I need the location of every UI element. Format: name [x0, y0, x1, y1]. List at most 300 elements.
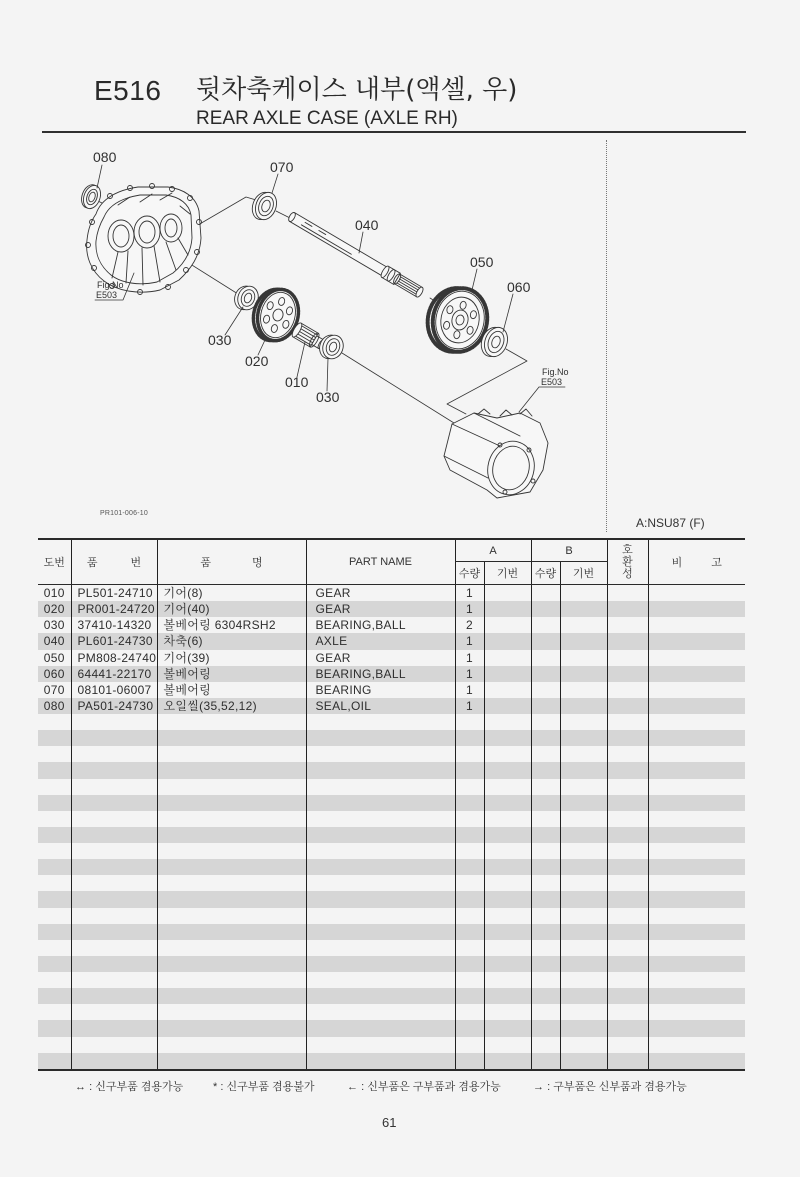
- cell-part-no: [71, 859, 157, 875]
- cell-a-qty: 1: [455, 633, 484, 649]
- cell-remarks: [648, 1020, 745, 1036]
- cell-a-qty: 1: [455, 650, 484, 666]
- cell-interchangeability: [607, 1037, 648, 1053]
- cell-b-serial: [560, 746, 607, 762]
- leader-010: [297, 342, 305, 377]
- cell-b-qty: [531, 1020, 560, 1036]
- cell-remarks: [648, 585, 745, 602]
- cell-b-qty: [531, 698, 560, 714]
- table-row: [38, 633, 745, 649]
- cell-part-name-korean: 차축(6): [157, 633, 306, 649]
- cell-a-serial: [484, 682, 531, 698]
- table-row-empty: [38, 779, 745, 795]
- cell-part-name-english: [306, 972, 455, 988]
- callout-label-030-lower: 030: [316, 389, 340, 405]
- header-interchangeability-label: 호환성: [622, 544, 633, 580]
- cell-part-name-english: [306, 843, 455, 859]
- table-row: [38, 585, 745, 602]
- cell-ref-no: [38, 762, 71, 778]
- table-row-empty: [38, 1037, 745, 1053]
- cell-remarks: [648, 891, 745, 907]
- cell-part-name-english: [306, 1053, 455, 1070]
- cell-a-serial: [484, 972, 531, 988]
- cell-a-qty: [455, 1037, 484, 1053]
- page-title-english: REAR AXLE CASE (AXLE RH): [196, 108, 458, 129]
- cell-part-name-korean: 기어(40): [157, 601, 306, 617]
- cell-ref-no: [38, 972, 71, 988]
- left-axle-case-drawing: [86, 184, 202, 295]
- cell-ref-no: 080: [38, 698, 71, 714]
- legend-item-old-replaces-new: [533, 1078, 687, 1094]
- cell-a-serial: [484, 795, 531, 811]
- cell-b-qty: [531, 617, 560, 633]
- cell-part-name-english: SEAL,OIL: [306, 698, 455, 714]
- cell-b-qty: [531, 859, 560, 875]
- cell-a-serial: [484, 762, 531, 778]
- cell-b-qty: [531, 972, 560, 988]
- cell-part-no: [71, 908, 157, 924]
- cell-interchangeability: [607, 1004, 648, 1020]
- cell-part-name-english: [306, 956, 455, 972]
- cell-part-name-english: BEARING,BALL: [306, 617, 455, 633]
- cell-part-name-english: [306, 714, 455, 730]
- cell-b-qty: [531, 1037, 560, 1053]
- cell-remarks: [648, 875, 745, 891]
- cell-part-no: [71, 924, 157, 940]
- cell-a-qty: [455, 859, 484, 875]
- cell-part-no: [71, 795, 157, 811]
- cell-b-qty: [531, 714, 560, 730]
- cell-remarks: [648, 698, 745, 714]
- cell-interchangeability: [607, 843, 648, 859]
- legend-text: 구부품은 신부품과 겸용가능: [553, 1081, 687, 1093]
- cell-interchangeability: [607, 924, 648, 940]
- cell-ref-no: 060: [38, 666, 71, 682]
- cell-ref-no: [38, 924, 71, 940]
- cell-part-name-english: [306, 875, 455, 891]
- table-row-empty: [38, 972, 745, 988]
- cell-remarks: [648, 843, 745, 859]
- cell-b-qty: [531, 746, 560, 762]
- cell-part-name-korean: [157, 924, 306, 940]
- cell-interchangeability: [607, 779, 648, 795]
- cell-b-qty: [531, 924, 560, 940]
- cell-part-no: [71, 1037, 157, 1053]
- cell-a-serial: [484, 908, 531, 924]
- cell-part-name-korean: [157, 714, 306, 730]
- figref-right-ref: E503: [541, 377, 563, 387]
- callout-label-080: 080: [93, 149, 117, 165]
- cell-interchangeability: [607, 730, 648, 746]
- cell-interchangeability: [607, 940, 648, 956]
- table-row-empty: [38, 827, 745, 843]
- cell-ref-no: 040: [38, 633, 71, 649]
- cell-remarks: [648, 779, 745, 795]
- header-a-qty: 수량: [455, 562, 484, 585]
- cell-part-name-korean: 볼베어링: [157, 682, 306, 698]
- cell-b-serial: [560, 795, 607, 811]
- cell-a-qty: 1: [455, 682, 484, 698]
- page-number: 61: [382, 1115, 397, 1130]
- cell-part-no: [71, 972, 157, 988]
- cell-a-qty: [455, 1053, 484, 1070]
- header-group-a: A: [455, 539, 531, 562]
- cell-interchangeability: [607, 650, 648, 666]
- cell-b-serial: [560, 924, 607, 940]
- cell-part-name-korean: [157, 875, 306, 891]
- cell-interchangeability: [607, 972, 648, 988]
- cell-interchangeability: [607, 617, 648, 633]
- cell-a-qty: 2: [455, 617, 484, 633]
- cell-b-serial: [560, 714, 607, 730]
- cell-a-qty: [455, 956, 484, 972]
- cell-a-qty: [455, 1004, 484, 1020]
- cell-part-name-korean: [157, 779, 306, 795]
- table-row-empty: [38, 795, 745, 811]
- cell-remarks: [648, 650, 745, 666]
- cell-b-qty: [531, 601, 560, 617]
- cell-remarks: [648, 617, 745, 633]
- cell-b-serial: [560, 650, 607, 666]
- cell-part-no: [71, 779, 157, 795]
- cell-ref-no: [38, 875, 71, 891]
- leader-030-upper: [225, 307, 243, 335]
- cell-interchangeability: [607, 633, 648, 649]
- leader-060: [503, 294, 513, 332]
- legend-separator: :: [220, 1081, 224, 1093]
- cell-b-qty: [531, 908, 560, 924]
- cell-part-name-english: BEARING: [306, 682, 455, 698]
- cell-ref-no: [38, 746, 71, 762]
- right-axle-case-drawing: [444, 409, 548, 500]
- cell-a-qty: [455, 730, 484, 746]
- cell-part-no: 08101-06007: [71, 682, 157, 698]
- cell-part-name-english: [306, 988, 455, 1004]
- cell-a-serial: [484, 650, 531, 666]
- cell-part-no: [71, 762, 157, 778]
- cell-ref-no: [38, 908, 71, 924]
- bearing-030-lower-drawing: [316, 331, 346, 362]
- cell-ref-no: [38, 795, 71, 811]
- header-interchangeability: [607, 539, 648, 585]
- legend-separator: :: [361, 1081, 365, 1093]
- cell-a-serial: [484, 811, 531, 827]
- cell-b-serial: [560, 601, 607, 617]
- cell-b-qty: [531, 730, 560, 746]
- cell-a-qty: [455, 908, 484, 924]
- legend-item-not-interchangeable: [213, 1078, 315, 1094]
- cell-b-serial: [560, 908, 607, 924]
- cell-b-serial: [560, 875, 607, 891]
- parts-table-header: [38, 539, 745, 585]
- cell-b-qty: [531, 1053, 560, 1070]
- cell-b-serial: [560, 698, 607, 714]
- cell-part-name-korean: [157, 891, 306, 907]
- cell-interchangeability: [607, 988, 648, 1004]
- cell-interchangeability: [607, 666, 648, 682]
- cell-remarks: [648, 714, 745, 730]
- cell-b-qty: [531, 633, 560, 649]
- cell-remarks: [648, 972, 745, 988]
- cell-remarks: [648, 1037, 745, 1053]
- cell-a-serial: [484, 730, 531, 746]
- cell-remarks: [648, 601, 745, 617]
- cell-a-qty: [455, 1020, 484, 1036]
- cell-part-name-korean: [157, 940, 306, 956]
- cell-a-serial: [484, 746, 531, 762]
- cell-b-serial: [560, 827, 607, 843]
- cell-part-name-korean: [157, 908, 306, 924]
- leader-070: [272, 174, 278, 193]
- header-row-1: [38, 539, 745, 562]
- cell-part-name-korean: [157, 746, 306, 762]
- table-row: [38, 666, 745, 682]
- exploded-parts-diagram: [0, 0, 800, 540]
- cell-remarks: [648, 682, 745, 698]
- cell-ref-no: 010: [43, 586, 65, 601]
- cell-b-qty: [531, 956, 560, 972]
- cell-b-serial: [560, 891, 607, 907]
- cell-part-name-korean: [157, 1004, 306, 1020]
- cell-a-qty: 1: [455, 698, 484, 714]
- leader-050: [472, 269, 477, 290]
- cell-remarks: [648, 988, 745, 1004]
- table-row-empty: [38, 1053, 745, 1070]
- header-part-no: 품 번: [71, 539, 157, 585]
- cell-a-serial: [484, 617, 531, 633]
- legend-symbol-asterisk-icon: *: [213, 1081, 218, 1093]
- cell-b-serial: [560, 956, 607, 972]
- cell-b-serial: [560, 972, 607, 988]
- cell-ref-no: [38, 827, 71, 843]
- header-group-b: B: [531, 539, 607, 562]
- callout-label-020: 020: [245, 353, 269, 369]
- callout-label-030-upper: 030: [208, 332, 232, 348]
- cell-b-serial: [560, 940, 607, 956]
- leader-080: [97, 165, 102, 188]
- cell-ref-no: 020: [38, 601, 71, 617]
- cell-b-serial: [560, 779, 607, 795]
- cell-a-qty: [455, 827, 484, 843]
- legend-separator: :: [89, 1081, 93, 1093]
- table-row-empty: [38, 908, 745, 924]
- section-code: E516: [94, 75, 162, 106]
- cell-remarks: [648, 746, 745, 762]
- legend-symbol-both-way-arrow-icon: ↔: [75, 1081, 86, 1093]
- cell-a-qty: 1: [455, 601, 484, 617]
- cell-a-serial: [484, 956, 531, 972]
- cell-ref-no: 030: [43, 618, 65, 633]
- cell-remarks: [648, 811, 745, 827]
- cell-b-qty: [531, 650, 560, 666]
- cell-part-name-english: [306, 1004, 455, 1020]
- cell-a-serial: [484, 779, 531, 795]
- table-row-empty: [38, 714, 745, 730]
- cell-a-qty: [455, 924, 484, 940]
- table-row-empty: [38, 924, 745, 940]
- cell-ref-no: [38, 1037, 71, 1053]
- cell-part-no: [71, 714, 157, 730]
- cell-interchangeability: [607, 1053, 648, 1070]
- cell-b-serial: [560, 762, 607, 778]
- legend-text: 신구부품 겸용불가: [226, 1081, 315, 1093]
- cell-part-name-korean: [157, 859, 306, 875]
- table-row-empty: [38, 1004, 745, 1020]
- cell-part-name-english: GEAR: [306, 650, 455, 666]
- cell-ref-no: [38, 1053, 71, 1070]
- table-row-empty: [38, 843, 745, 859]
- callout-label-010: 010: [285, 374, 309, 390]
- figref-right-title: Fig.No: [542, 367, 569, 377]
- cell-b-serial: [560, 666, 607, 682]
- cell-b-qty: [531, 940, 560, 956]
- cell-remarks: [648, 795, 745, 811]
- cell-a-serial: [484, 633, 531, 649]
- cell-part-name-english: [306, 746, 455, 762]
- cell-part-name-korean: [157, 1020, 306, 1036]
- cell-ref-no: [38, 1004, 71, 1020]
- cell-part-name-korean: [157, 1037, 306, 1053]
- cell-remarks: [648, 940, 745, 956]
- cell-remarks: [648, 956, 745, 972]
- legend-text: 신부품은 구부품과 겸용가능: [367, 1081, 501, 1093]
- cell-b-qty: [531, 1004, 560, 1020]
- cell-interchangeability: [607, 762, 648, 778]
- cell-b-qty: [531, 762, 560, 778]
- cell-ref-no: [38, 1020, 71, 1036]
- cell-b-serial: [560, 633, 607, 649]
- header-remarks: 비 고: [648, 539, 745, 585]
- table-row-empty: [38, 891, 745, 907]
- cell-a-qty: 1: [455, 666, 484, 682]
- cell-a-serial: [484, 940, 531, 956]
- cell-b-serial: [560, 730, 607, 746]
- cell-ref-no: 070: [43, 682, 65, 697]
- cell-b-qty: [531, 875, 560, 891]
- cell-part-name-korean: [157, 956, 306, 972]
- cell-part-no: PA501-24730: [71, 698, 157, 714]
- cell-b-serial: [560, 682, 607, 698]
- cell-b-serial: [560, 843, 607, 859]
- table-row-empty: [38, 956, 745, 972]
- cell-b-qty: [531, 891, 560, 907]
- cell-a-qty: [455, 891, 484, 907]
- cell-interchangeability: [607, 891, 648, 907]
- cell-part-name-korean: 기어(8): [157, 585, 306, 602]
- callout-label-040: 040: [355, 217, 379, 233]
- cell-interchangeability: [607, 908, 648, 924]
- cell-a-serial: [484, 698, 531, 714]
- cell-part-name-korean: [157, 972, 306, 988]
- cell-part-no: [71, 746, 157, 762]
- cell-part-name-english: [306, 1020, 455, 1036]
- guide-line-060-to-case: [447, 349, 527, 414]
- cell-part-no: [71, 1053, 157, 1070]
- figref-left-title: Fig.No: [97, 280, 124, 290]
- cell-part-no: [71, 940, 157, 956]
- cell-b-serial: [560, 1053, 607, 1070]
- cell-part-name-korean: [157, 811, 306, 827]
- cell-a-qty: [455, 762, 484, 778]
- cell-ref-no: [38, 956, 71, 972]
- cell-part-name-korean: [157, 795, 306, 811]
- drawing-code: PR101-006-10: [100, 510, 148, 517]
- legend-symbol-right-arrow-icon: →: [533, 1081, 544, 1093]
- table-row-empty: [38, 859, 745, 875]
- cell-part-name-english: [306, 1037, 455, 1053]
- cell-a-serial: [484, 1037, 531, 1053]
- legend-separator: :: [547, 1081, 551, 1093]
- cell-a-serial: [484, 875, 531, 891]
- cell-part-name-english: GEAR: [306, 585, 455, 602]
- bearing-070-drawing: [249, 188, 281, 223]
- cell-part-name-korean: 볼베어링: [157, 666, 306, 682]
- page-title-korean: 뒷차축케이스 내부(액셀, 우): [196, 75, 518, 105]
- cell-remarks: [648, 908, 745, 924]
- leader-figref-right: [519, 387, 565, 412]
- cell-a-serial: [484, 666, 531, 682]
- cell-interchangeability: [607, 585, 648, 602]
- cell-part-name-korean: [157, 843, 306, 859]
- cell-ref-no: [38, 811, 71, 827]
- cell-part-name-english: [306, 827, 455, 843]
- guide-line-030-to-case: [342, 353, 462, 428]
- cell-b-serial: [560, 617, 607, 633]
- cell-remarks: [648, 1053, 745, 1070]
- leader-040: [359, 232, 363, 253]
- callout-label-050: 050: [470, 254, 494, 270]
- cell-a-qty: [455, 795, 484, 811]
- cell-interchangeability: [607, 714, 648, 730]
- cell-interchangeability: [607, 746, 648, 762]
- cell-a-qty: [455, 972, 484, 988]
- cell-a-serial: [484, 859, 531, 875]
- cell-part-name-korean: [157, 827, 306, 843]
- cell-a-qty: [455, 779, 484, 795]
- cell-part-name-english: BEARING,BALL: [306, 666, 455, 682]
- header-ref-no: 도번: [38, 539, 71, 585]
- cell-a-qty: 1: [455, 585, 484, 602]
- cell-part-name-korean: [157, 730, 306, 746]
- cell-ref-no: [38, 891, 71, 907]
- cell-part-no: [71, 843, 157, 859]
- cell-part-no: 64441-22170: [71, 666, 157, 682]
- header-part-name-korean: 품 명: [157, 539, 306, 585]
- cell-interchangeability: [607, 795, 648, 811]
- header-part-name-english: PART NAME: [306, 539, 455, 585]
- table-row-empty: [38, 730, 745, 746]
- cell-a-qty: [455, 843, 484, 859]
- header-a-serial: 기번: [484, 562, 531, 585]
- table-row-empty: [38, 762, 745, 778]
- cell-part-name-english: GEAR: [306, 601, 455, 617]
- cell-interchangeability: [607, 875, 648, 891]
- callout-label-070: 070: [270, 159, 294, 175]
- cell-interchangeability: [607, 859, 648, 875]
- cell-b-qty: [531, 666, 560, 682]
- cell-part-name-english: [306, 762, 455, 778]
- cell-remarks: [648, 762, 745, 778]
- cell-b-qty: [531, 988, 560, 1004]
- cell-part-name-korean: [157, 1053, 306, 1070]
- cell-ref-no: [38, 940, 71, 956]
- cell-ref-no: [38, 859, 71, 875]
- cell-a-qty: [455, 714, 484, 730]
- cell-part-name-english: [306, 940, 455, 956]
- cell-remarks: [648, 666, 745, 682]
- header-b-qty: 수량: [531, 562, 560, 585]
- cell-part-name-english: [306, 795, 455, 811]
